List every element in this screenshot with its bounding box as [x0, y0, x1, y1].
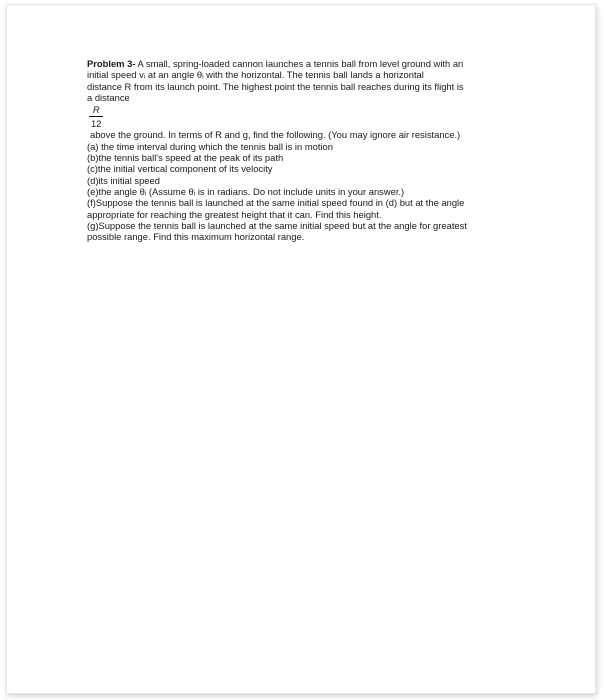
part-c: (c)the initial vertical component of its velocity [87, 163, 273, 175]
question-parts [87, 141, 537, 243]
intro-line-1 [87, 58, 537, 69]
part-f-line-2: appropriate for reaching the greatest height that it can. Find this height. [87, 208, 382, 220]
part-e: (e)the angle θᵢ (Assume θᵢ is in radians. Do not include units in your answer.) [87, 185, 405, 197]
part-f-line-1: (f)Suppose the tennis ball is launched at the same initial speed found in (d) but at the angle [87, 197, 465, 209]
part-g-line-2: possible range. Find this maximum horizontal range. [87, 231, 305, 243]
problem-text [87, 58, 537, 242]
after-fraction-text: above the ground. In terms of R and g, find the following. (You may ignore air resistance.) [90, 129, 461, 141]
intro-line-2: initial speed vᵢ at an angle θᵢ with the horizontal. The tennis ball lands a horizontal [87, 69, 424, 81]
intro-line-3: distance R from its launch point. The highest point the tennis ball reaches during its flight is [87, 80, 464, 92]
part-a: (a) the time interval during which the tennis ball is in motion [87, 140, 333, 152]
part-d: (d)its initial speed [87, 174, 160, 186]
part-g-line-1: (g)Suppose the tennis ball is launched at the same initial speed but at the angle for greatest [87, 219, 467, 231]
fraction-bar [89, 116, 103, 117]
fraction-numerator: R [92, 104, 100, 116]
part-b: (b)the tennis ball's speed at the peak of its path [87, 152, 284, 164]
fraction-denominator: 12 [91, 118, 102, 130]
document-page [6, 4, 596, 694]
problem-heading: Problem 3- [87, 58, 136, 69]
height-fraction [89, 104, 103, 129]
intro-line-4: a distance [87, 91, 130, 103]
intro-line-1-text: A small, spring-loaded cannon launches a tennis ball from level ground with an [137, 58, 464, 69]
